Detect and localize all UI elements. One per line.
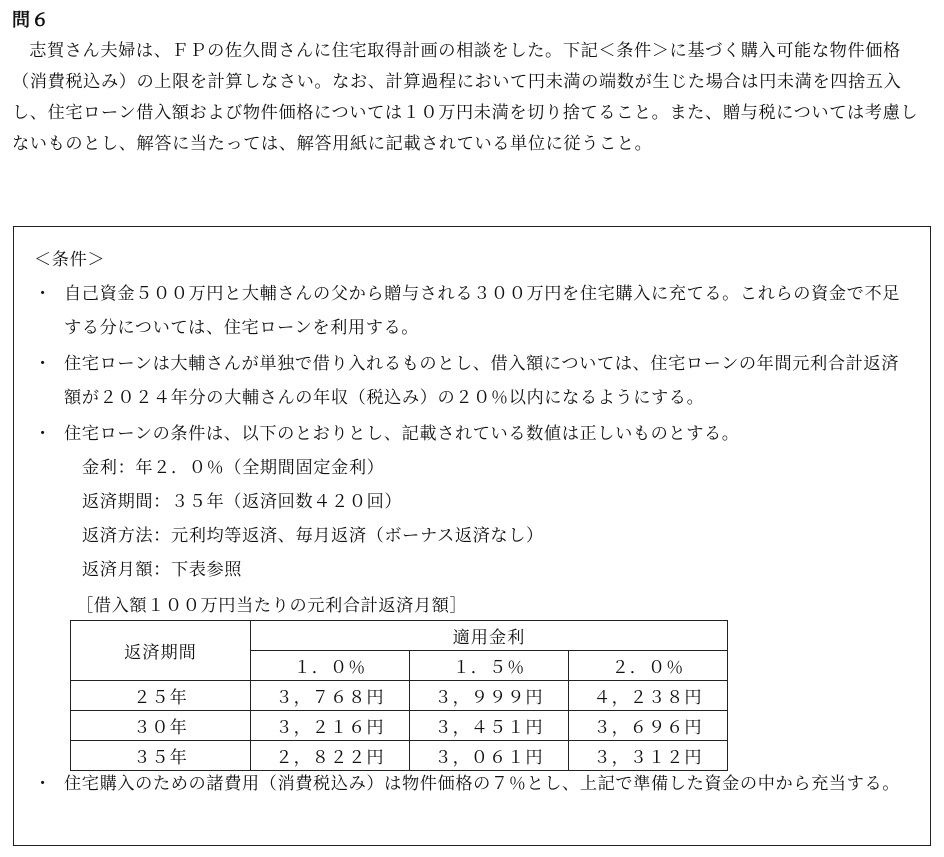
value-cell: ３，４５１円	[410, 711, 569, 741]
value-cell: ３，２１６円	[251, 711, 410, 741]
table-row	[71, 741, 728, 771]
conditions-heading: ＜条件＞	[34, 250, 106, 270]
value-cell: ４，２３８円	[569, 681, 728, 711]
bullet-marker: ・	[34, 774, 52, 794]
bullet-marker: ・	[34, 424, 52, 444]
condition-bullet-2	[34, 347, 914, 415]
value-cell: ３，９９９円	[410, 681, 569, 711]
repayment-table	[70, 620, 728, 771]
rate-cell: ２．０％	[569, 651, 728, 681]
condition-bullet-4	[34, 767, 914, 801]
period-cell: ３０年	[71, 711, 251, 741]
table-row	[71, 681, 728, 711]
table-row	[71, 711, 728, 741]
value-cell: ３，７６８円	[251, 681, 410, 711]
table-caption: ［借入額１００万円当たりの元利合計返済月額］	[76, 596, 468, 616]
bullet-marker: ・	[34, 354, 52, 374]
condition-text: 住宅ローンの条件は、以下のとおりとし、記載されている数値は正しいものとする。	[64, 424, 740, 444]
loan-term-interest: 金利：年２．０％（全期間固定金利）	[82, 458, 385, 478]
value-cell: ３，３１２円	[569, 741, 728, 771]
condition-bullet-3	[34, 417, 914, 451]
value-cell: ３，６９６円	[569, 711, 728, 741]
rate-cell: １．０％	[251, 651, 410, 681]
period-cell: ２５年	[71, 681, 251, 711]
conditions-box	[13, 226, 931, 846]
loan-term-period: 返済期間：３５年（返済回数４２０回）	[82, 492, 403, 512]
condition-text: 住宅ローンは大輔さんが単独で借り入れるものとし、借入額については、住宅ローンの年間元利合計返済額が２０２４年分の大輔さんの年収（税込み）の２０％以内になるようにする。	[64, 354, 899, 408]
rate-cell: １．５％	[410, 651, 569, 681]
value-cell: ２，８２２円	[251, 741, 410, 771]
question-intro: 志賀さん夫婦は、ＦＰの佐久間さんに住宅取得計画の相談をした。下記＜条件＞に基づく購入可能な物件価格（消費税込み）の上限を計算しなさい。なお、計算過程において円未満の端数が生じた場合は円未満を四捨五入し、住宅ローン借入額および物件価格については１０万円未満を切り捨てること。また、贈与税については考慮しないものとし、解答に当たっては、解答用紙に記載されている単位に従うこと。	[12, 41, 919, 154]
value-cell: ３，０６１円	[410, 741, 569, 771]
condition-text: 自己資金５００万円と大輔さんの父から贈与される３００万円を住宅購入に充てる。これらの資金で不足する分については、住宅ローンを利用する。	[64, 284, 901, 338]
period-header: 返済期間	[71, 621, 251, 681]
bullet-marker: ・	[34, 284, 52, 304]
loan-term-method: 返済方法：元利均等返済、毎月返済（ボーナス返済なし）	[82, 526, 544, 546]
rate-header: 適用金利	[251, 621, 728, 651]
condition-text: 住宅購入のための諸費用（消費税込み）は物件価格の７％とし、上記で準備した資金の中から充当する。	[64, 774, 901, 794]
condition-bullet-1	[34, 277, 914, 345]
period-cell: ３５年	[71, 741, 251, 771]
question-title: 問６	[12, 10, 50, 31]
table-header-row	[71, 621, 728, 651]
loan-term-monthly: 返済月額：下表参照	[82, 560, 243, 580]
